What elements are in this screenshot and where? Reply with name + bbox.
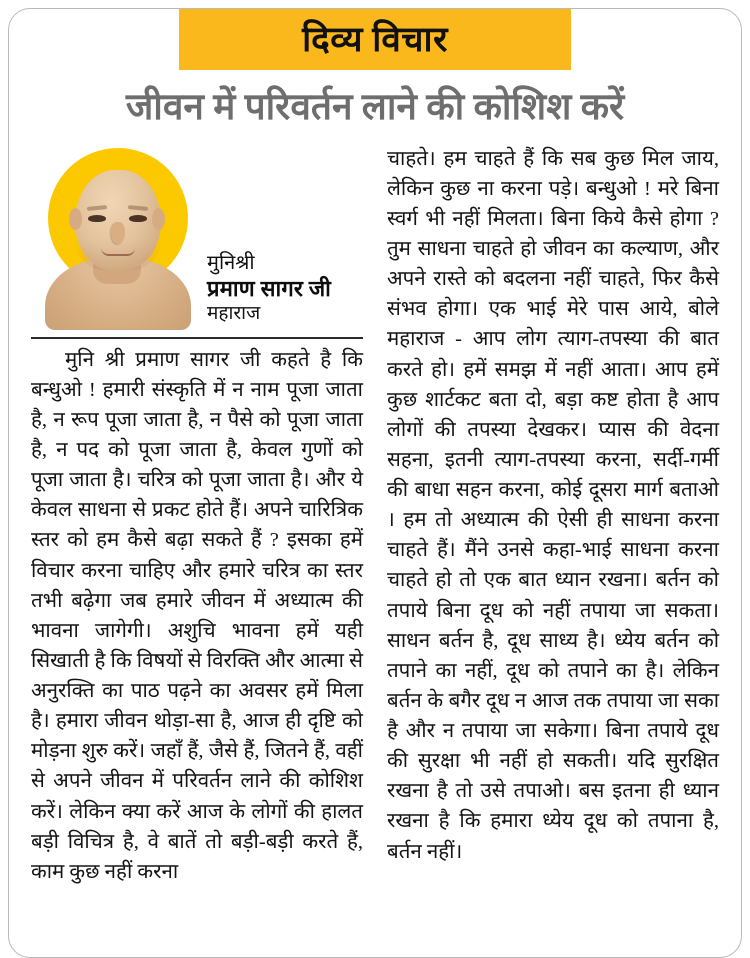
caption-honorific: मुनिश्री [207,252,255,275]
masthead-title: दिव्य विचार [302,20,448,59]
masthead-banner [179,9,571,70]
page-headline: जीवन में परिवर्तन लाने की कोशिश करें [125,87,625,128]
portrait-caption [203,251,363,329]
monk-nose [111,222,125,244]
article-paragraph-right: चाहते। हम चाहते हैं कि सब कुछ मिल जाय, लेकिन कुछ ना करना पड़े। बन्धुओ ! मरे बिना स्वर्ग भी नहीं मिलता। बिना किये कैसे होगा ? तुम साधना चाहते हो जीवन का कल्याण, और अपने रास्ते को बदलना नहीं चाहते, फिर कैसे संभव होगा। एक भाई मेरे पास आये, बोले महाराज - आप लोग त्याग-तपस्या की बात करते हो। हमें समझ में नहीं आता। आप हमें कुछ शार्टकट बता दो, बड़ा कष्ट होता है आप लोगों की तपस्या देखकर। प्यास की वेदना सहना, इतनी त्याग-तपस्या करना, सर्दी-गर्मी की बाधा सहन करना, कोई दूसरा मार्ग बताओ । हम तो अध्यात्म की ऐसी ही साधना करना चाहते हैं। मैंने उनसे कहा-भाई साधना करना चाहते हो तो एक बात ध्यान रखना। बर्तन को तपाये बिना दूध को नहीं तपाया जा सकता। साधन बर्तन है, दूध साध्य है। ध्येय बर्तन को तपाने का नहीं, दूध को तपाने का है। लेकिन बर्तन के बगैर दूध न आज तक तपाया जा सका है और न तपाया जा सकेगा। बिना तपाये दूध की सुरक्षा भी नहीं हो सकती। यदि सुरक्षित रखना है तो उसे तपाओ। बस इतना ही ध्यान रखना है कि हमारा ध्येय दूध को तपाना है, बर्तन नहीं। [387,147,719,863]
monk-eye-right [129,215,147,222]
monk-portrait-photo [31,144,203,330]
monk-ear-right [152,208,165,230]
caption-title: महाराज [207,303,261,325]
article-paragraph-left: मुनि श्री प्रमाण सागर जी कहते है कि बन्धुओ ! हमारी संस्कृति में न नाम पूजा जाता है, न रूप पूजा जाता है, न पैसे को पूजा जाता है, न पद को पूजा जाता है, केवल गुणों को पूजा जाता है। चरित्र को पूजा जाता है। और ये केवल साधना से प्रकट होते हैं। अपने चारित्रिक स्तर को हम कैसे बढ़ा सकते हैं ? इसका हमें विचार करना चाहिए और हमारे चरित्र का स्तर तभी बढ़ेगा जब हमारे जीवन में अध्यात्म की भावना जागेगी। अशुचि भावना हमें यही सिखाती है कि विषयों से विरक्ति और आत्मा से अनुरक्ति का पाठ पढ़ने का अवसर हमें मिला है। हमारा जीवन थोड़ा-सा है, आज ही दृष्टि को मोड़ना शुरु करें। जहाँ हैं, जैसे हैं, जितने हैं, वहीं से अपने जीवन में परिवर्तन लाने की कोशिश करें। लेकिन क्या करें आज के लोगों की हालत बड़ी विचित्र है, वे बातें तो बड़ी-बड़ी करते हैं, काम कुछ नहीं करना [31,348,363,883]
caption-divider-rule [31,337,363,339]
monk-eye-left [88,215,106,222]
monk-ear-left [69,208,82,230]
newspaper-clipping-card [8,8,742,958]
article-body [9,144,741,887]
monk-illustration [31,144,203,330]
left-column [31,144,363,887]
masthead-container [9,9,741,70]
monk-mouth [101,248,135,256]
caption-name: प्रमाण सागर जी [207,275,332,301]
portrait-block [31,144,363,330]
right-column [387,144,719,867]
